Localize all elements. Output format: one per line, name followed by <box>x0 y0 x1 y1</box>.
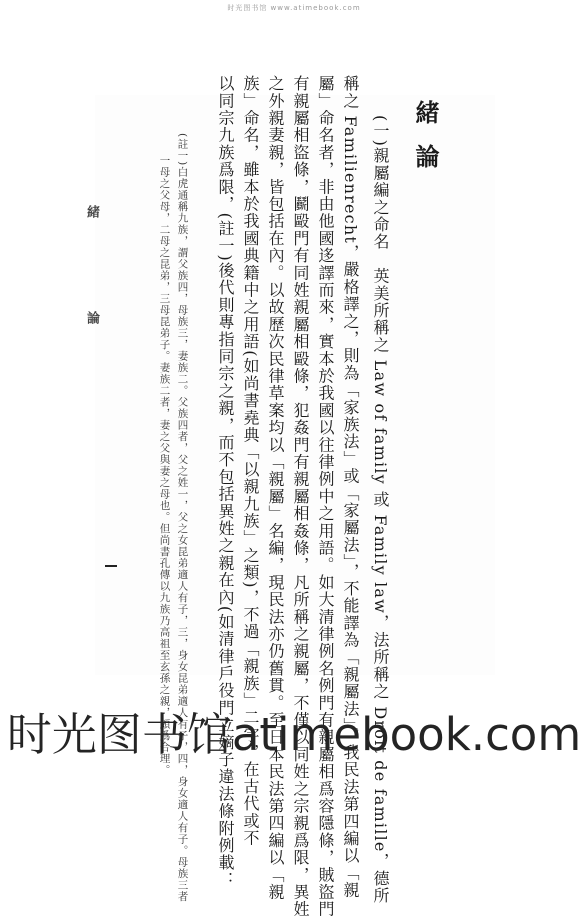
site-watermark: 时光图书馆atimebook.com <box>6 708 582 761</box>
body-line-4: 有親屬相盜條，鬬毆門有同姓親屬相毆條，犯姦門有親屬相姦條，凡所稱之親屬，不僅以同姓之宗親爲限，異姓 <box>291 75 310 918</box>
running-head: 緒 論 <box>84 205 99 364</box>
body-line-5: 之外親妻親，皆包括在內。以故歷次民律草案均以「親屬」名編，現民法亦仍舊貫。至日本民法第四編以「親 <box>266 75 285 901</box>
body-line-1: (一)親屬編之命名 英美所稱之 Law of family 或 Family law，法所稱之 Droit de famille，德所 <box>371 115 390 905</box>
footnote-line-2: 一母之父母，二母之昆弟，三母昆弟子。妻族二者，妻之父與妻之母也。但尚書孔傳以九族乃高祖至玄孫之親，頗爲合理。 <box>158 155 171 776</box>
body-line-7: 以同宗九族爲限，(註一)後代則專指同宗之親，而不包括異姓之親在內(如清律戶役門立嫡子違法條附例載： <box>216 75 235 889</box>
page-number <box>105 565 117 567</box>
chapter-title: 緒論 <box>411 100 440 188</box>
watermark-header: 时光图书馆 www.atimebook.com <box>227 4 361 12</box>
body-line-6: 族」命名，雖本於我國典籍中之用語(如尚書堯典「以親九族」之類)，不過「親族」二字，在古代或不 <box>241 75 260 847</box>
body-line-3: 屬」命名者，非由他國迻譯而來，實本於我國以往律例中之用語。如大清律例名例門有親屬相爲容隱條，賊盜門 <box>316 75 335 918</box>
footnote-line-1: (註一)白虎通稱九族，謂父族四，母族三，妻族二。父族四者，父之姓一，父之女昆弟適人有子，三，身女昆弟適人有子，四，身女適人有子。母族三者 <box>176 133 189 903</box>
body-line-2: 稱之 Familienrecht，嚴格譯之，則為「家族法」或「家屬法」，不能譯為「親屬法」。我民法第四編以「親 <box>341 75 360 899</box>
